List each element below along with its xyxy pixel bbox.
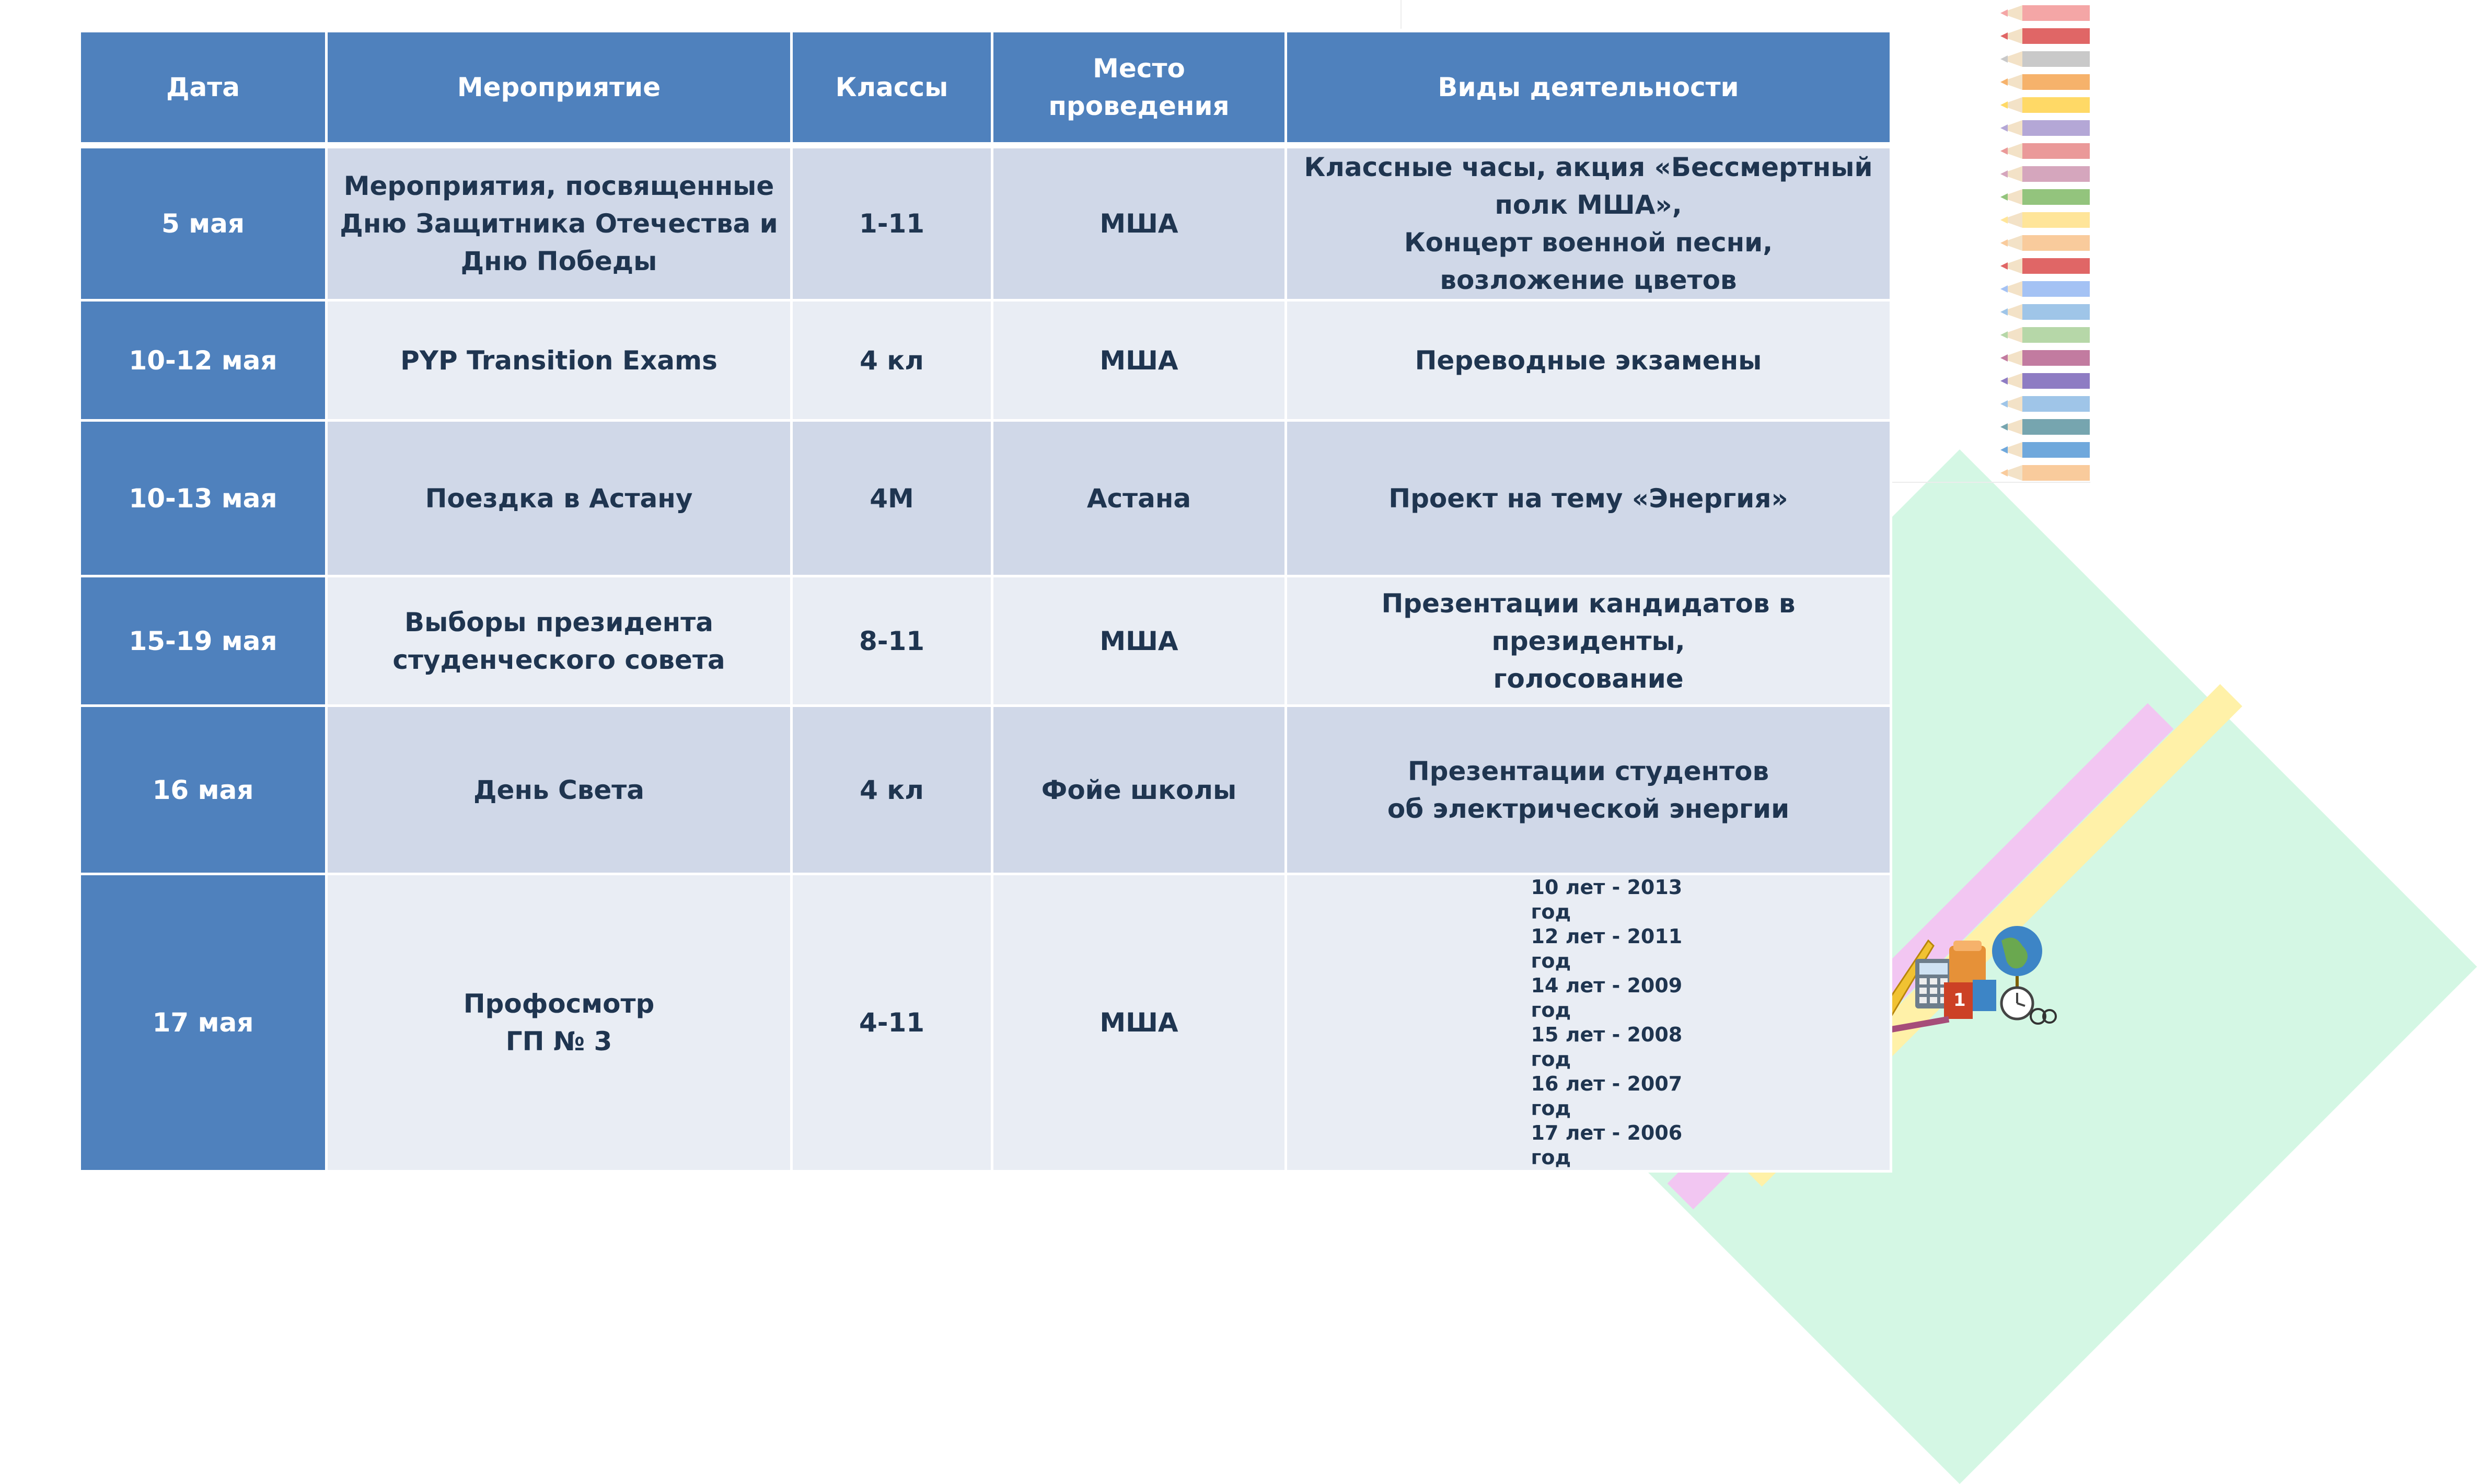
cell-date: 5 мая <box>80 145 327 300</box>
cell-line: Презентации кандидатов в президенты, <box>1381 588 1796 656</box>
pencil-lead <box>2000 377 2008 385</box>
school-supplies-icon <box>1866 909 2054 1035</box>
cell-event <box>327 300 792 421</box>
cell-event <box>327 421 792 576</box>
cell-classes: 8-11 <box>792 576 992 706</box>
cell-line: Выборы президента <box>404 607 713 637</box>
pencil-lead <box>2000 469 2008 477</box>
pencil-body <box>2022 212 2090 228</box>
pencil-lead <box>2000 32 2008 40</box>
cell-line-small: 10 лет - 2013 год <box>1531 876 1683 923</box>
table-header-row <box>80 31 1891 146</box>
pencil-body <box>2022 189 2090 205</box>
pencil-lead <box>2000 193 2008 201</box>
pencil-lead <box>2000 285 2008 293</box>
cell-event <box>327 145 792 300</box>
cell-date: 16 мая <box>80 706 327 874</box>
cell-line: PYP Transition Exams <box>400 345 717 376</box>
pencil-lead <box>2000 55 2008 63</box>
table-row <box>80 421 1891 576</box>
pencil-lead <box>2000 101 2008 109</box>
pencil-lead <box>2000 446 2008 454</box>
cell-line: возложение цветов <box>1440 265 1737 295</box>
table-row <box>80 874 1891 1172</box>
pencil-body <box>2022 143 2090 159</box>
pencil-body <box>2022 442 2090 458</box>
pencil-body <box>2022 74 2090 90</box>
pencil-body <box>2022 350 2090 366</box>
cell-line: Презентации студентов <box>1407 756 1769 786</box>
cell-line-small: 12 лет - 2011 год <box>1531 925 1683 972</box>
table-row <box>80 300 1891 421</box>
cell-line: Дню Победы <box>460 246 657 276</box>
pencil-body <box>2022 258 2090 274</box>
pencil-body <box>2022 166 2090 182</box>
pencil-body <box>2022 51 2090 67</box>
cell-place: МША <box>992 300 1286 421</box>
cell-activity <box>1286 706 1891 874</box>
divider-line <box>1892 482 2090 483</box>
cell-place: МША <box>992 576 1286 706</box>
pencil-body <box>2022 373 2090 389</box>
cell-line: ГП № 3 <box>505 1026 612 1057</box>
cell-classes: 4 кл <box>792 300 992 421</box>
cell-activity <box>1286 145 1891 300</box>
cell-classes: 4-11 <box>792 874 992 1172</box>
cell-activity <box>1286 874 1891 1172</box>
colored-pencils-icon <box>1996 0 2090 482</box>
pencil-body <box>2022 28 2090 44</box>
cell-date: 10-13 мая <box>80 421 327 576</box>
cell-line: Проект на тему «Энергия» <box>1388 483 1788 514</box>
pencil-body <box>2022 5 2090 21</box>
cell-line-small: 15 лет - 2008 год <box>1531 1023 1683 1071</box>
table-row <box>80 706 1891 874</box>
cell-place: Фойе школы <box>992 706 1286 874</box>
cell-event <box>327 576 792 706</box>
pencil-lead <box>2000 262 2008 270</box>
pencil-body <box>2022 304 2090 320</box>
column-header-classes: Классы <box>792 31 992 146</box>
pencil-body <box>2022 97 2090 113</box>
cell-date: 17 мая <box>80 874 327 1172</box>
pencil-lead <box>2000 400 2008 408</box>
cell-line: Дню Защитника Отечества и <box>340 208 778 239</box>
cell-place: МША <box>992 145 1286 300</box>
cell-line-small: 16 лет - 2007 год <box>1531 1072 1683 1120</box>
cell-line: Переводные экзамены <box>1415 345 1762 376</box>
cell-line: Концерт военной песни, <box>1404 227 1773 258</box>
cell-line: Классные часы, акция «Бессмертный <box>1304 152 1873 182</box>
pencil-body <box>2022 419 2090 435</box>
pencil-lead <box>2000 423 2008 431</box>
cell-place: МША <box>992 874 1286 1172</box>
cell-line: полк МША», <box>1495 190 1682 220</box>
pencil-lead <box>2000 124 2008 132</box>
pencil-body <box>2022 235 2090 251</box>
pencil-body <box>2022 327 2090 343</box>
cell-date: 10-12 мая <box>80 300 327 421</box>
cell-line-small: 14 лет - 2009 год <box>1531 974 1683 1022</box>
svg-text:1: 1 <box>1953 990 1966 1011</box>
pencil-lead <box>2000 354 2008 362</box>
column-header-activity: Виды деятельности <box>1286 31 1891 146</box>
cell-classes: 1-11 <box>792 145 992 300</box>
cell-classes: 4 кл <box>792 706 992 874</box>
cell-activity <box>1286 300 1891 421</box>
cell-line: Профосмотр <box>463 989 655 1019</box>
column-header-event: Мероприятие <box>327 31 792 146</box>
column-header-place: Место проведения <box>992 31 1286 146</box>
cell-line: День Света <box>473 774 644 805</box>
pencil-lead <box>2000 216 2008 224</box>
cell-line: Мероприятия, посвященные <box>343 171 774 201</box>
cell-date: 15-19 мая <box>80 576 327 706</box>
divider-line <box>1400 0 1402 29</box>
cell-activity <box>1286 576 1891 706</box>
cell-event <box>327 874 792 1172</box>
pencil-body <box>2022 465 2090 481</box>
cell-line-small: 17 лет - 2006 год <box>1531 1121 1683 1169</box>
pencil-body <box>2022 120 2090 136</box>
cell-line: студенческого совета <box>392 644 725 675</box>
cell-classes: 4М <box>792 421 992 576</box>
column-header-date: Дата <box>80 31 327 146</box>
pencil-lead <box>2000 78 2008 86</box>
schedule-table <box>78 30 1892 1173</box>
table-row <box>80 145 1891 300</box>
pencil-lead <box>2000 239 2008 247</box>
pencil-body <box>2022 281 2090 297</box>
pencil-lead <box>2000 308 2008 316</box>
pencil-lead <box>2000 9 2008 17</box>
cell-event <box>327 706 792 874</box>
cell-line: об электрической энергии <box>1387 793 1790 824</box>
pencil-body <box>2022 396 2090 412</box>
cell-line: Поездка в Астану <box>425 483 693 514</box>
cell-activity <box>1286 421 1891 576</box>
cell-line: голосование <box>1493 663 1684 694</box>
table-row <box>80 576 1891 706</box>
pencil-lead <box>2000 331 2008 339</box>
cell-place: Астана <box>992 421 1286 576</box>
pencil-lead <box>2000 170 2008 178</box>
pencil-lead <box>2000 147 2008 155</box>
